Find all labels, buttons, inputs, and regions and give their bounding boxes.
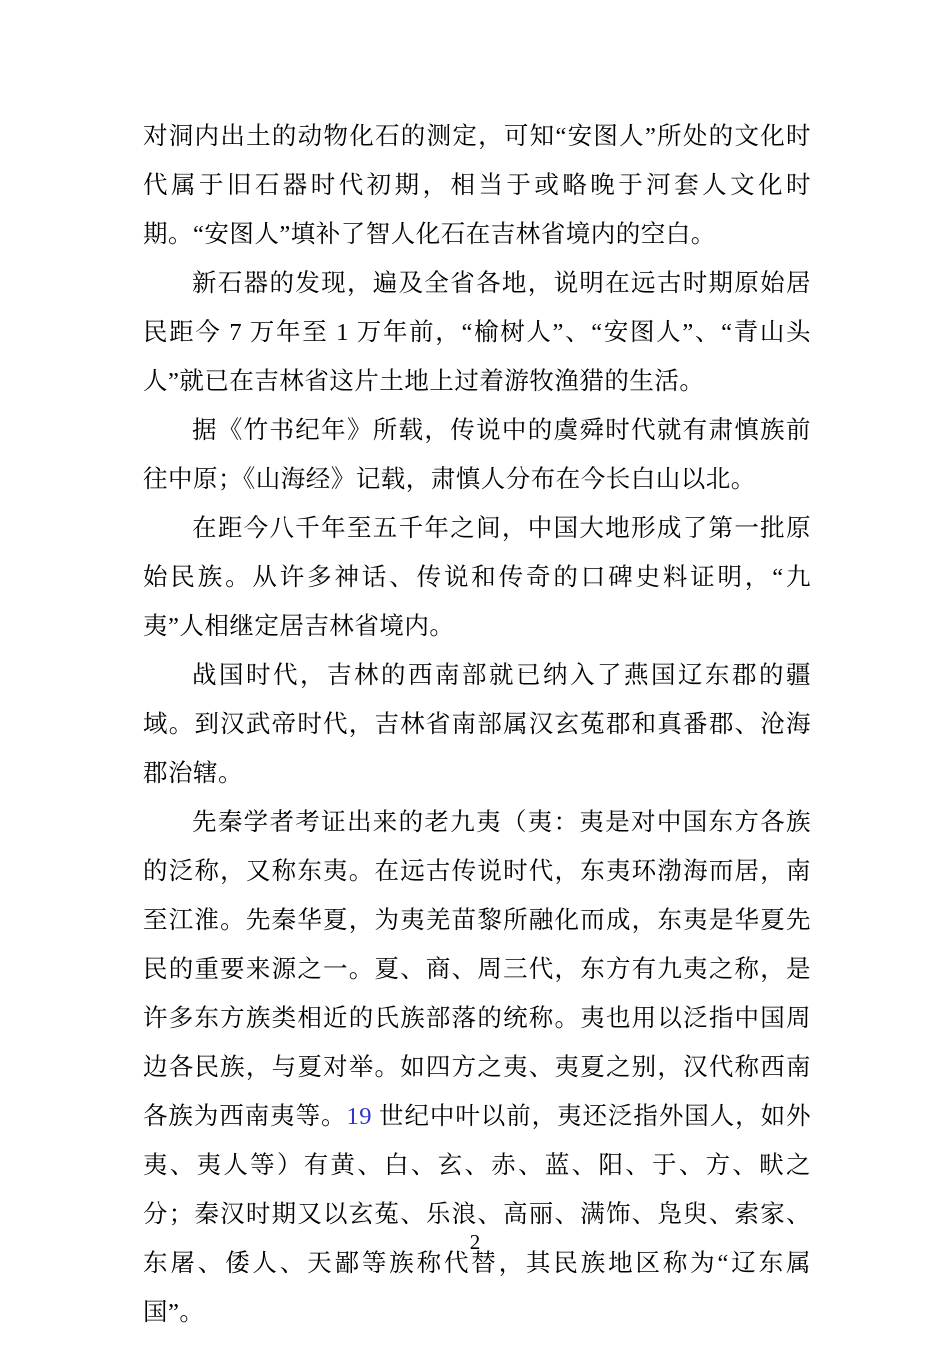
paragraph: 在距今八千年至五千年之间，中国大地形成了第一批原始民族。从许多神话、传说和传奇的口碑史料证明，“九夷”人相继定居吉林省境内。 xyxy=(143,515,811,640)
body-text xyxy=(143,112,811,1337)
paragraph-segment: 世纪中叶以前，夷还泛指外国人，如外夷、夷人等）有黄、白、玄、赤、蓝、阳、于、方、畎之分；秦汉时期又以玄菟、乐浪、高丽、满饰、凫臾、索家、东屠、倭人、天鄙等族称代替，其民族地区称为“辽东属国”。 xyxy=(143,1103,812,1326)
paragraph: 战国时代，吉林的西南部就已纳入了燕国辽东郡的疆域。到汉武帝时代，吉林省南部属汉玄菟郡和真番郡、沧海郡治辖。 xyxy=(143,662,811,787)
page-number: 2 xyxy=(469,1230,481,1254)
paragraph: 新石器的发现，遍及全省各地，说明在远古时期原始居民距今 7 万年至 1 万年前，“榆树人”、“安图人”、“青山头人”就已在吉林省这片土地上过着游牧渔猎的生活。 xyxy=(143,270,811,395)
paragraph xyxy=(143,798,811,1337)
number-highlight: 19 xyxy=(346,1103,372,1130)
paragraph: 据《竹书纪年》所载，传说中的虞舜时代就有肃慎族前往中原；《山海经》记载，肃慎人分布在今长白山以北。 xyxy=(143,417,811,493)
paragraph-segment: 先秦学者考证出来的老九夷（夷：夷是对中国东方各族的泛称，又称东夷。在远古传说时代，东夷环渤海而居，南至江淮。先秦华夏，为夷羌苗黎所融化而成，东夷是华夏先民的重要来源之一。夏、商、周三代，东方有九夷之称，是许多东方族类相近的氏族部落的统称。夷也用以泛指中国周边各民族，与夏对举。如四方之夷、夷夏之别，汉代称西南各族为西南夷等。 xyxy=(143,809,811,1130)
paragraph: 对洞内出土的动物化石的测定，可知“安图人”所处的文化时代属于旧石器时代初期，相当于或略晚于河套人文化时期。“安图人”填补了智人化石在吉林省境内的空白。 xyxy=(143,123,811,248)
